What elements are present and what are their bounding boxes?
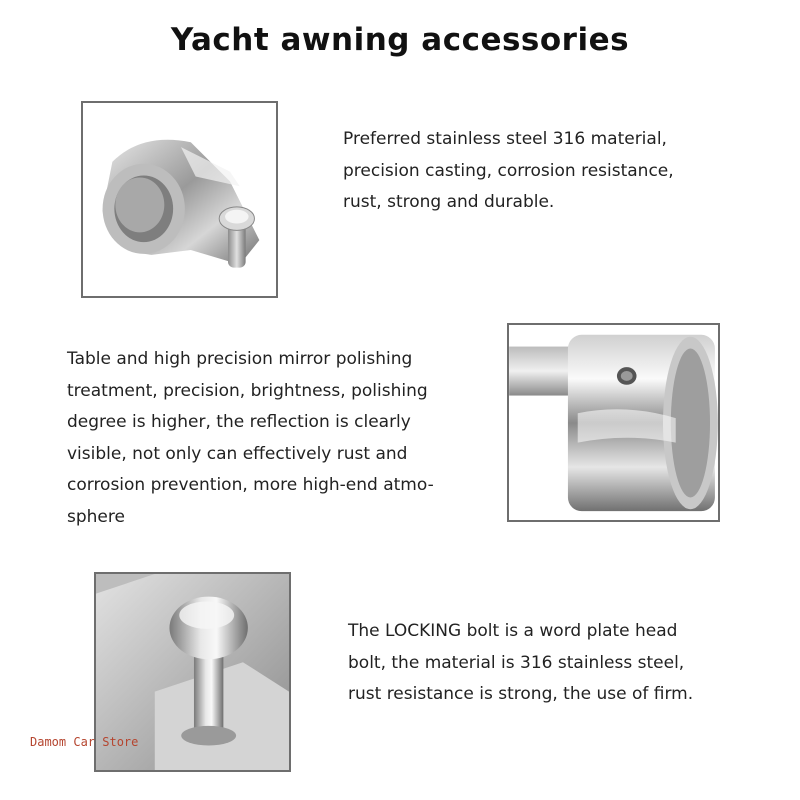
jaw-slide-photo: [81, 101, 278, 298]
material-description: Preferred stainless steel 316 material, precision casting, corrosion resistance, rust, strong and durable.: [343, 129, 674, 212]
locking-bolt-description: The LOCKING bolt is a word plate head bolt, the material is 316 stainless steel, rust resistance is strong, the use of firm.: [348, 621, 694, 704]
polished-fitting-photo: [507, 323, 720, 522]
polishing-description: Table and high precision mirror polishing treatment, precision, brightness, polishing degree is higher, the reflection is clearly visible, not only can effectively rust and corrosion prevention, more high-end atmo- sphere: [67, 349, 434, 527]
store-watermark: Damom Car Store: [30, 735, 139, 749]
page-title: Yacht awning accessories: [170, 22, 630, 58]
